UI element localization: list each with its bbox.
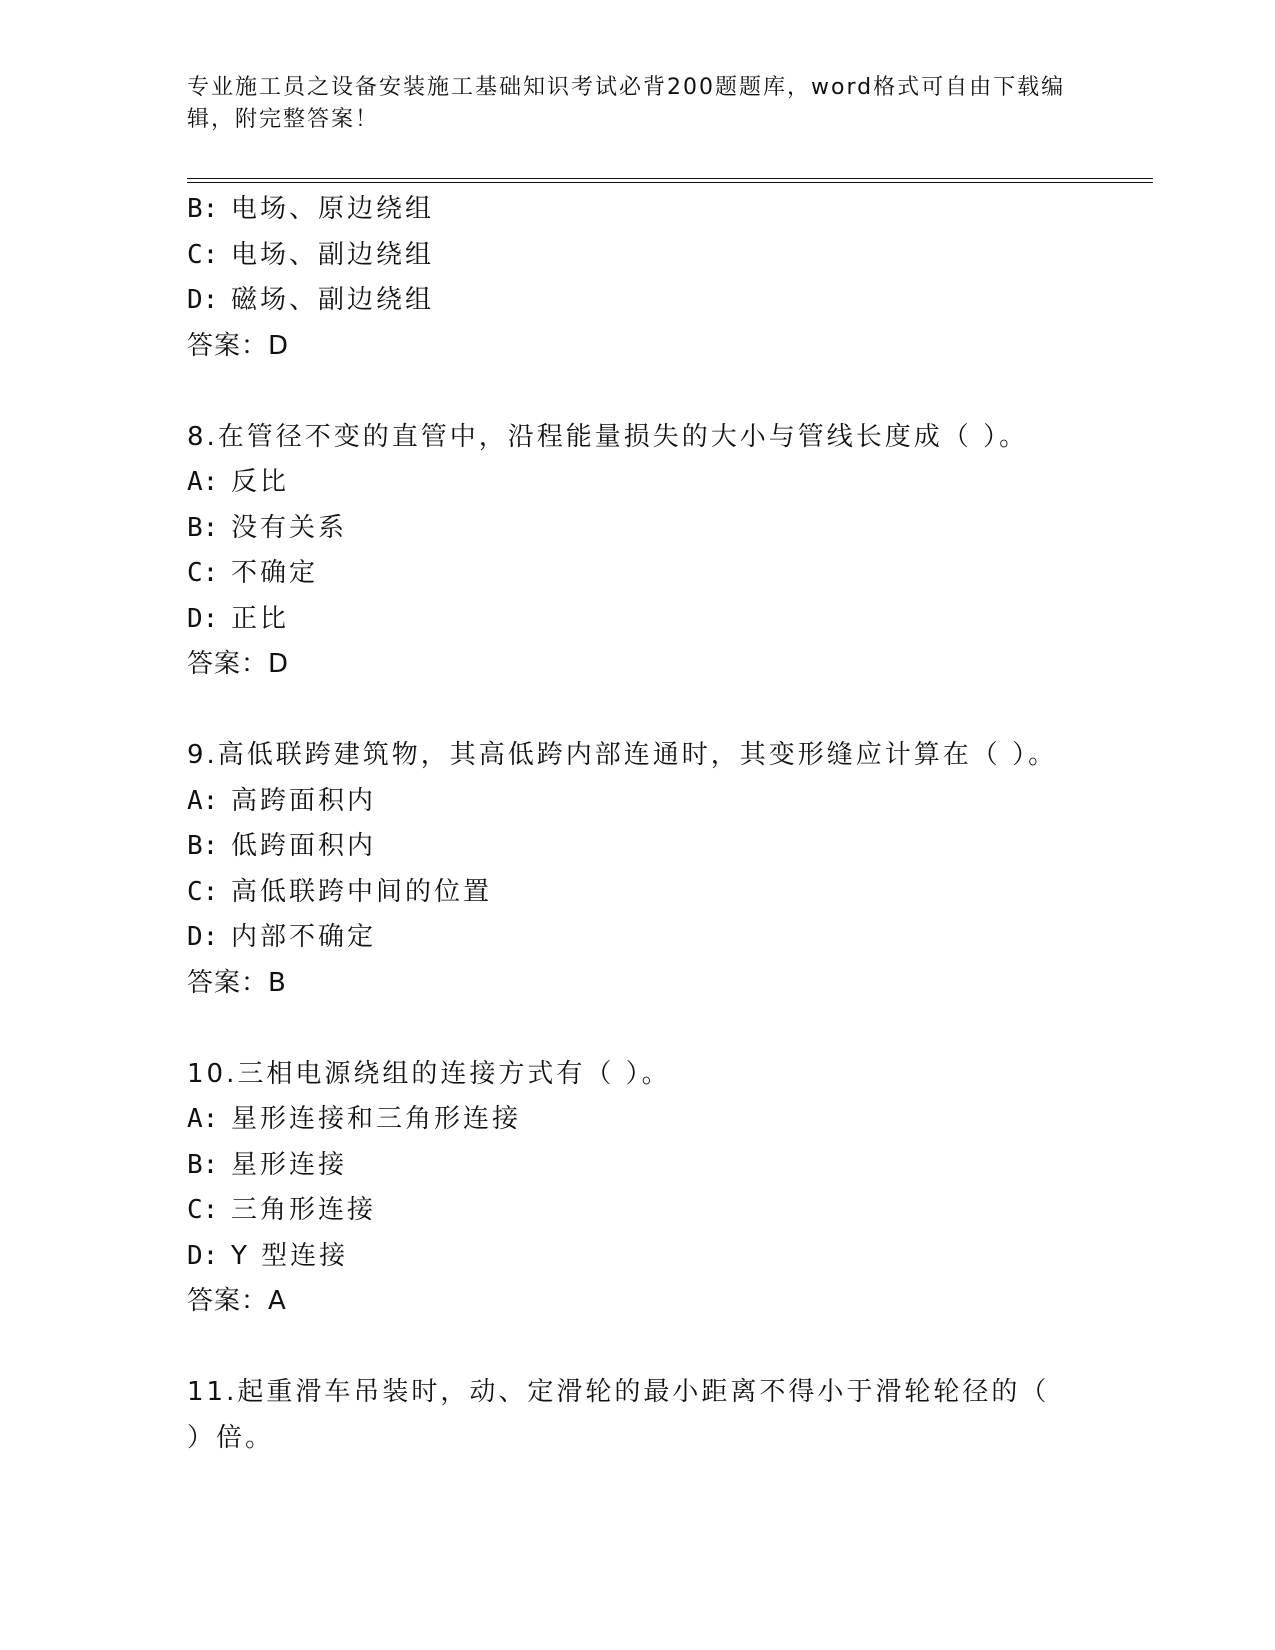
answer-line: 答案：B [187, 967, 287, 998]
option-key: C: [187, 558, 219, 588]
option-a [187, 1097, 1153, 1143]
option-text: 内部不确定 [231, 922, 377, 952]
header-divider-top [187, 178, 1153, 179]
option-text: 反比 [231, 467, 290, 497]
option-b [187, 506, 1153, 552]
option-key: D: [187, 922, 219, 952]
question-stem: 10.三相电源绕组的连接方式有（ ）。 [187, 1058, 671, 1089]
option-key: B: [187, 512, 219, 543]
option-key: D: [187, 603, 219, 634]
question-stem: 11.起重滑车吊装时，动、定滑轮的最小距离不得小于滑轮轮径的（ ）倍。 [187, 1377, 1050, 1453]
option-key: D: [187, 1240, 219, 1271]
option-d [187, 915, 1153, 961]
document-body [187, 187, 1153, 1461]
question-stem: 9.高低联跨建筑物，其高低跨内部连通时，其变形缝应计算在（ ）。 [187, 740, 1058, 770]
option-text: 星形连接 [231, 1149, 348, 1180]
option-key: A: [187, 1104, 219, 1134]
option-key: B: [187, 1149, 219, 1180]
option-c [187, 1188, 1153, 1234]
option-text: 不确定 [231, 558, 319, 588]
question-stem: 8.在管径不变的直管中，沿程能量损失的大小与管线长度成（ ）。 [187, 421, 1029, 452]
option-c [187, 233, 1153, 279]
option-a [187, 779, 1153, 825]
option-text: 三角形连接 [231, 1195, 377, 1225]
header-divider-bottom [187, 182, 1153, 183]
option-b [187, 1143, 1153, 1189]
answer-line: 答案：D [187, 330, 290, 361]
option-d [187, 597, 1153, 643]
option-key: A: [187, 467, 219, 497]
option-text: 低跨面积内 [231, 831, 377, 861]
option-d [187, 1234, 1153, 1280]
option-text: Y 型连接 [231, 1240, 349, 1271]
option-text: 正比 [231, 603, 290, 634]
option-b [187, 824, 1153, 870]
option-key: B: [187, 194, 219, 224]
option-text: 电场、副边绕组 [231, 239, 435, 270]
answer-line: 答案：A [187, 1286, 287, 1316]
option-text: 高跨面积内 [231, 785, 377, 816]
option-key: C: [187, 876, 219, 907]
option-d [187, 278, 1153, 324]
option-text: 电场、原边绕组 [231, 194, 435, 224]
answer-line: 答案：D [187, 649, 290, 679]
option-text: 星形连接和三角形连接 [231, 1104, 522, 1134]
option-key: D: [187, 285, 219, 315]
option-a [187, 460, 1153, 506]
option-text: 磁场、副边绕组 [231, 285, 435, 315]
option-c [187, 551, 1153, 597]
option-key: C: [187, 239, 219, 270]
document-header: 专业施工员之设备安装施工基础知识考试必背200题题库，word格式可自由下载编辑，附完整答案！ [187, 75, 1066, 132]
option-text: 高低联跨中间的位置 [231, 876, 493, 907]
option-key: C: [187, 1195, 219, 1225]
option-text: 没有关系 [231, 512, 348, 543]
option-c [187, 870, 1153, 916]
option-key: B: [187, 831, 219, 861]
option-key: A: [187, 785, 219, 816]
option-b [187, 187, 1153, 233]
